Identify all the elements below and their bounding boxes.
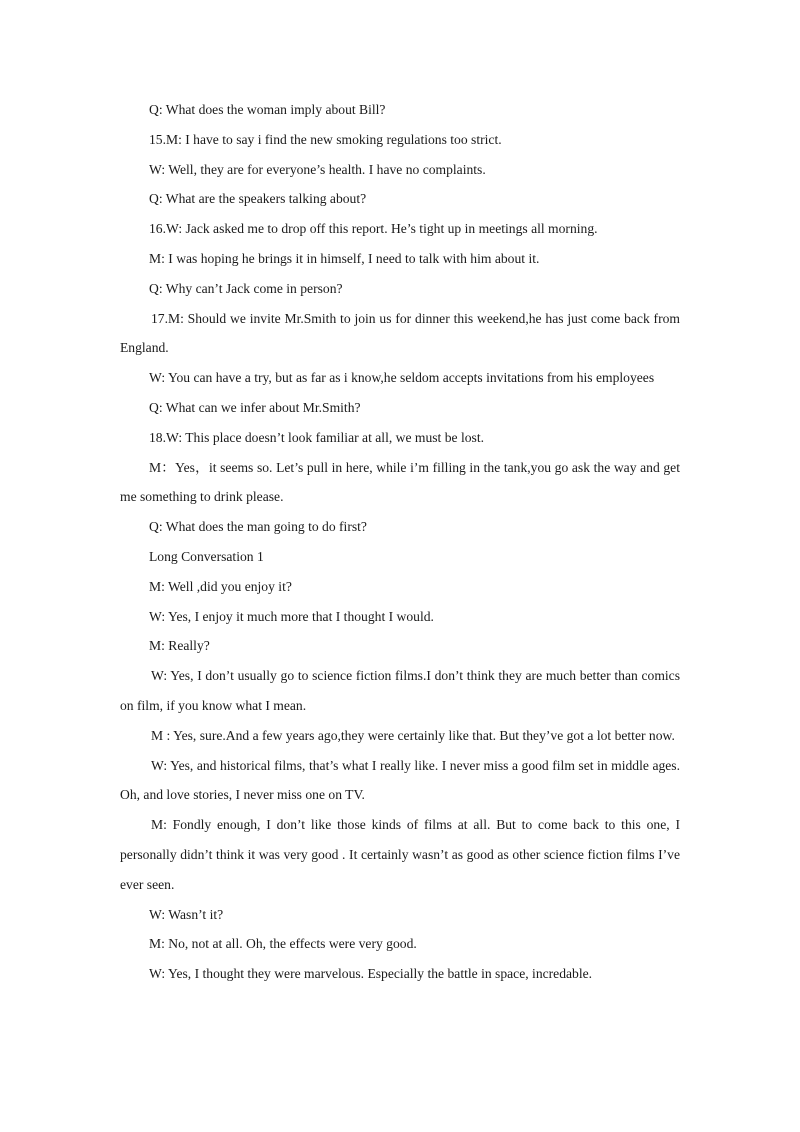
question-line: Q: What does the woman imply about Bill? <box>149 102 386 117</box>
question-line: Q: What can we infer about Mr.Smith? <box>149 399 361 415</box>
dialogue-line: M: Well ,did you enjoy it? <box>149 578 292 594</box>
dialogue-line: M: I was hoping he brings it in himself, I need to talk with him about it. <box>149 250 540 266</box>
question-line: Q: Why can’t Jack come in person? <box>149 280 343 296</box>
dialogue-line: W: Wasn’t it? <box>149 906 224 922</box>
dialogue-line: M : Yes, sure.And a few years ago,they were certainly like that. But they’ve got a lot better now. <box>151 727 675 743</box>
question-line: Q: What does the man going to do first? <box>149 519 367 535</box>
dialogue-line: 17.M: Should we invite Mr.Smith to join us for dinner this weekend,he has just come back from England. <box>120 310 680 356</box>
dialogue-line: M: Fondly enough, I don’t like those kinds of films at all. But to come back to this one, I personally didn’t think it was very good . It certainly wasn’t as good as other science fiction films I’ve ever seen. <box>120 817 680 892</box>
dialogue-line: W: You can have a try, but as far as i know,he seldom accepts invitations from his employees <box>149 370 655 386</box>
dialogue-line: W: Yes, and historical films, that’s what I really like. I never miss a good film set in middle ages. Oh, and love stories, I never miss one on TV. <box>120 757 680 803</box>
dialogue-line: W: Yes, I enjoy it much more that I thought I would. <box>149 608 434 624</box>
transcript-body <box>120 95 680 989</box>
dialogue-line: M: No, not at all. Oh, the effects were very good. <box>149 936 417 952</box>
dialogue-line: M: Really? <box>149 638 210 654</box>
dialogue-line: W: Yes, I thought they were marvelous. Especially the battle in space, incredable. <box>149 966 593 982</box>
dialogue-line: W: Yes, I don’t usually go to science fiction films.I don’t think they are much better than comics on film, if you know what I mean. <box>120 668 680 713</box>
dialogue-line: W: Well, they are for everyone’s health. I have no complaints. <box>149 161 486 177</box>
dialogue-line: 18.W: This place doesn’t look familiar at all, we must be lost. <box>149 429 484 445</box>
section-heading: Long Conversation 1 <box>149 548 264 564</box>
dialogue-line: 15.M: I have to say i find the new smoking regulations too strict. <box>149 131 502 147</box>
question-line: Q: What are the speakers talking about? <box>149 191 367 207</box>
dialogue-line: 16.W: Jack asked me to drop off this report. He’s tight up in meetings all morning. <box>149 221 598 237</box>
dialogue-line: M：Yes，it seems so. Let’s pull in here, while i’m filling in the tank,you go ask the way and get me something to drink please. <box>120 459 680 505</box>
